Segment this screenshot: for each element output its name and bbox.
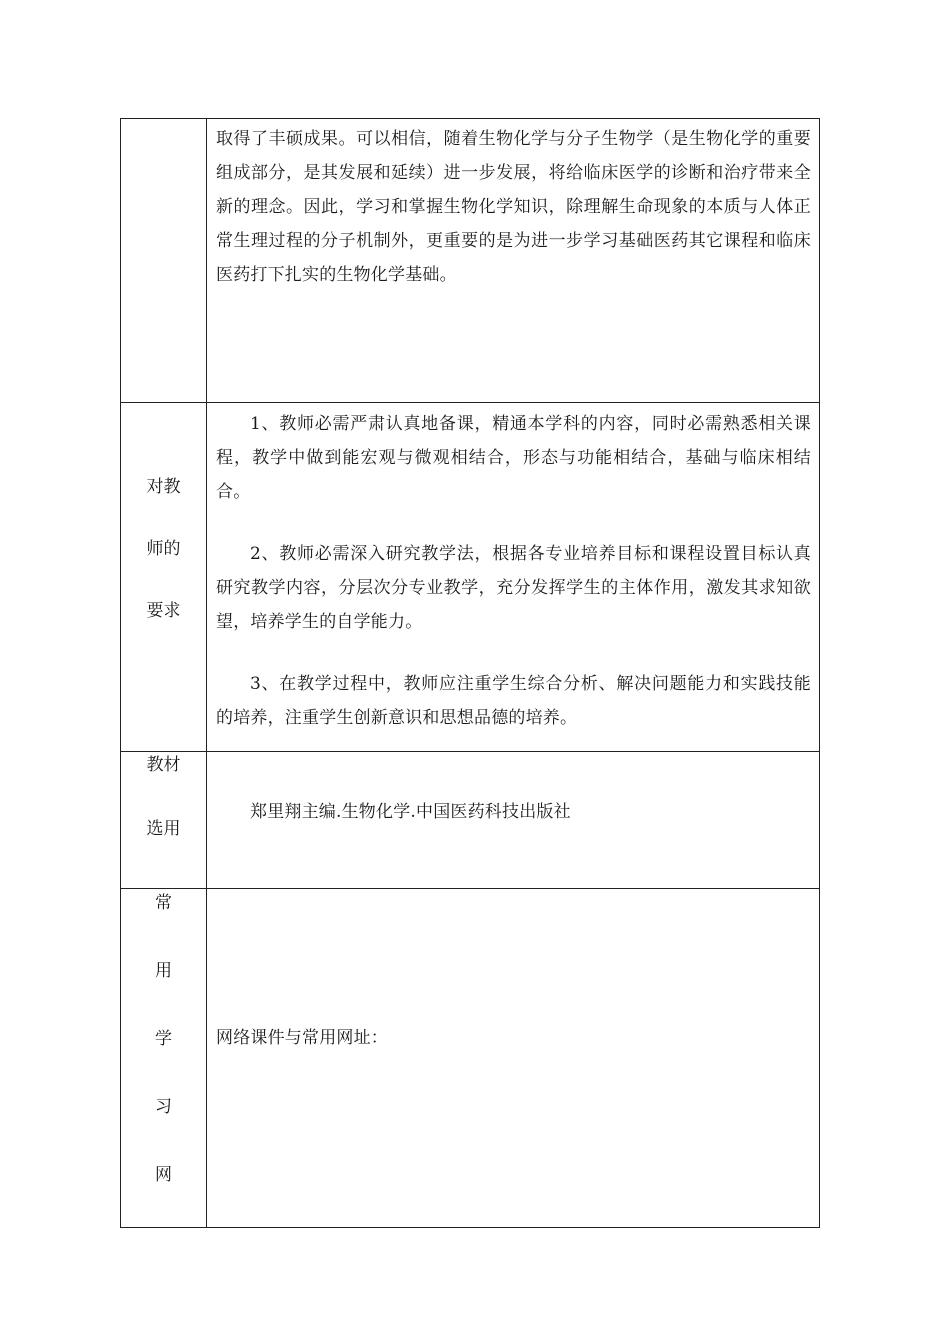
websites-text: 网络课件与常用网址： <box>216 1028 388 1048</box>
label-line: 教材 <box>146 755 181 775</box>
label-line: 用 <box>155 961 172 981</box>
label-line: 学 <box>155 1029 172 1049</box>
requirement-paragraph-3: 3、在教学过程中，教师应注重学生综合分析、解决问题能力和实践技能的培养，注重学生创新意识和思想品德的培养。 <box>216 674 811 728</box>
row-4-content-cell <box>216 1021 811 1055</box>
column-divider <box>206 119 207 1227</box>
row-1-content-cell <box>216 122 811 292</box>
label-line: 师的 <box>146 539 181 559</box>
row-3-content-cell <box>216 795 811 829</box>
label-line: 常 <box>155 893 172 913</box>
row-3-label-cell <box>121 752 206 856</box>
row-divider-1 <box>121 402 819 403</box>
label-line: 网 <box>155 1165 172 1185</box>
row-2-label-cell <box>121 474 206 660</box>
course-info-table <box>120 118 820 1228</box>
row-2-content-cell <box>216 407 811 735</box>
row-divider-3 <box>121 888 819 889</box>
row-divider-2 <box>121 751 819 752</box>
textbook-text: 郑里翔主编.生物化学.中国医药科技出版社 <box>250 802 571 822</box>
requirement-paragraph-1: 1、教师必需严肃认真地备课，精通本学科的内容，同时必需熟悉相关课程，教学中做到能宏观与微观相结合，形态与功能相结合，基础与临床相结合。 <box>216 414 811 502</box>
requirement-paragraph-2: 2、教师必需深入研究教学法，根据各专业培养目标和课程设置目标认真研究教学内容，分层次分专业教学，充分发挥学生的主体作用，激发其求知欲望，培养学生的自学能力。 <box>216 544 811 632</box>
label-line: 选用 <box>146 819 181 839</box>
label-line: 对教 <box>146 477 181 497</box>
label-line: 习 <box>155 1097 172 1117</box>
label-line: 要求 <box>146 601 181 621</box>
row-4-label-cell <box>121 891 206 1203</box>
intro-paragraph: 取得了丰硕成果。可以相信，随着生物化学与分子生物学（是生物化学的重要组成部分，是其发展和延续）进一步发展，将给临床医学的诊断和治疗带来全新的理念。因此，学习和掌握生物化学知识，除理解生命现象的本质与人体正常生理过程的分子机制外，更重要的是为进一步学习基础医药其它课程和临床医药打下扎实的生物化学基础。 <box>216 129 811 285</box>
